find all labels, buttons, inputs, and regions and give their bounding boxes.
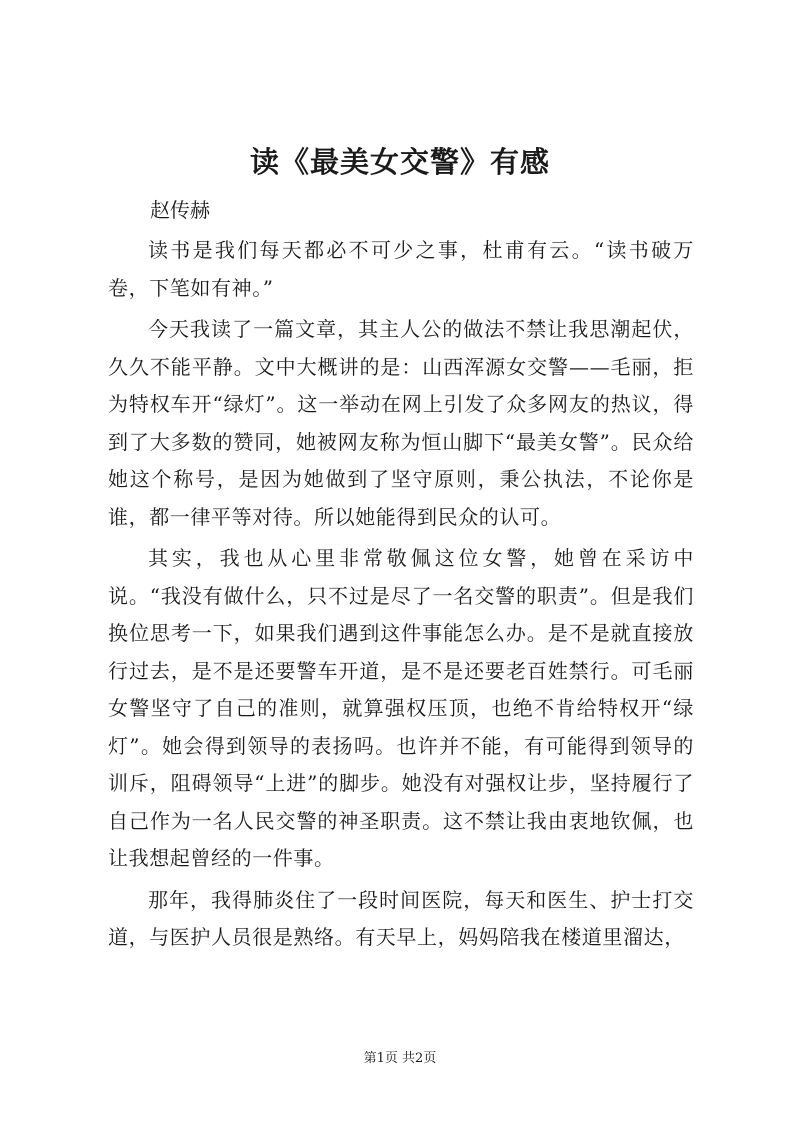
page-footer: 第1页 共2页 xyxy=(363,1051,437,1066)
author-name: 赵传赫 xyxy=(150,198,210,222)
document-title: 读《最美女交警》有感 xyxy=(249,145,550,179)
document-body xyxy=(108,232,694,961)
paragraph: 今天我读了一篇文章，其主人公的做法不禁让我思潮起伏，久久不能平静。文中大概讲的是：山西浑源女交警——毛丽，拒为特权车开“绿灯”。这一举动在网上引发了众多网友的热议，得到了大多数的赞同，她被网友称为恒山脚下“最美女警”。民众给她这个称号，是因为她做到了坚守原则，秉公执法，不论你是谁，都一律平等对待。所以她能得到民众的认可。 xyxy=(108,317,694,529)
paragraph: 读书是我们每天都必不可少之事，杜甫有云。“读书破万卷，下笔如有神。” xyxy=(108,238,694,300)
paragraph: 其实，我也从心里非常敬佩这位女警，她曾在采访中说。“我没有做什么，只不过是尽了一名交警的职责”。但是我们换位思考一下，如果我们遇到这件事能怎么办。是不是就直接放行过去，是不是还要警车开道，是不是还要老百姓禁行。可毛丽女警坚守了自己的准则，就算强权压顶，也绝不肯给特权开“绿灯”。她会得到领导的表扬吗。也许并不能，有可能得到领导的训斥，阻碍领导“上进”的脚步。她没有对强权让步，坚持履行了自己作为一名人民交警的神圣职责。这不禁让我由衷地钦佩，也让我想起曾经的一件事。 xyxy=(108,546,694,870)
paragraph: 那年，我得肺炎住了一段时间医院，每天和医生、护士打交道，与医护人员很是熟络。有天早上，妈妈陪我在楼道里溜达， xyxy=(108,887,694,949)
